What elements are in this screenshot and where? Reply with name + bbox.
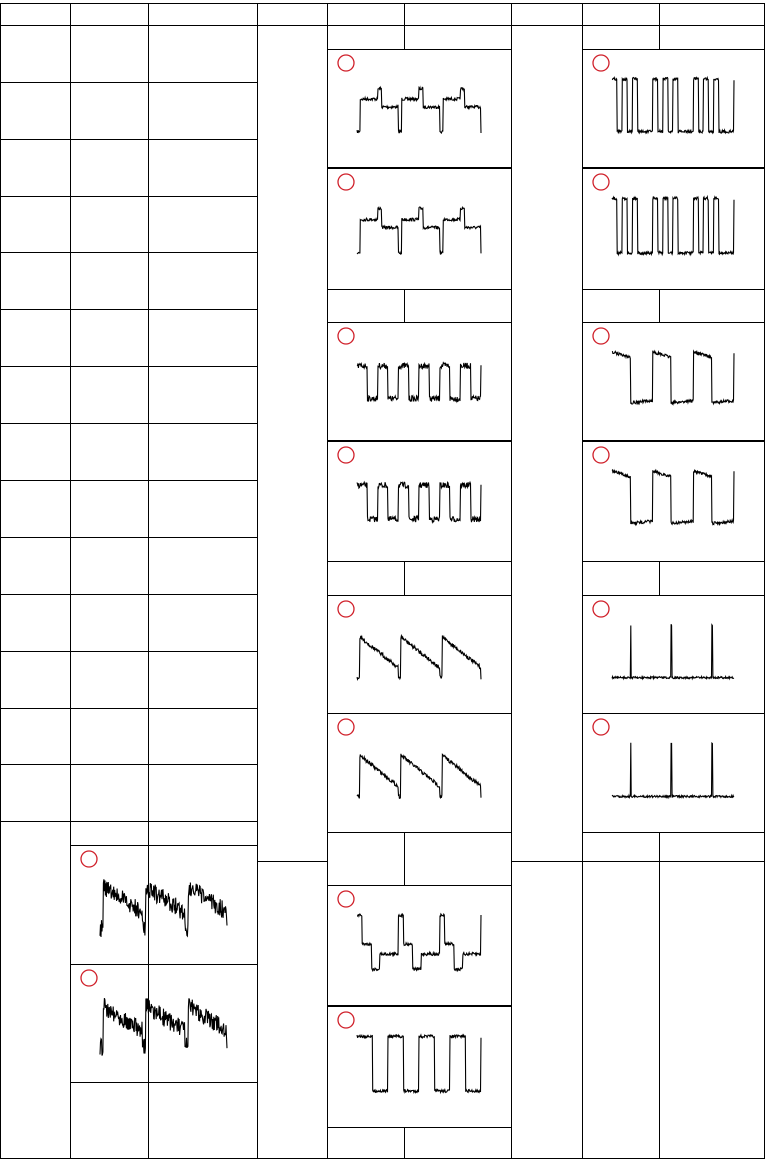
waveform-trace [100, 998, 227, 1056]
waveform-trace [357, 754, 481, 799]
waveform-trace [357, 363, 481, 402]
marker-circle-icon [593, 447, 609, 463]
panel-frame [71, 846, 258, 965]
waveform-trace [612, 77, 734, 133]
waveform-panel-w12 [583, 442, 765, 562]
waveform-panel-w13 [583, 596, 765, 714]
marker-circle-icon [338, 891, 354, 907]
waveform-trace [357, 1035, 481, 1093]
waveform-trace [612, 351, 734, 404]
marker-circle-icon [338, 719, 354, 735]
panel-frame [583, 442, 765, 562]
panel-frame [583, 596, 765, 714]
waveform-panel-w11 [583, 323, 765, 441]
waveform-panel-w9 [583, 50, 765, 168]
waveform-panel-w5 [328, 596, 512, 714]
waveform-trace [357, 207, 481, 255]
marker-circle-icon [338, 328, 354, 344]
panel-frame [328, 169, 512, 290]
waveform-panel-w1 [328, 50, 512, 168]
panel-frame [328, 442, 512, 562]
panel-frame [328, 50, 512, 168]
waveform-panel-w10 [583, 169, 765, 290]
waveform-trace [612, 197, 734, 255]
waveform-panels [71, 50, 765, 1128]
waveform-panel-w3 [328, 323, 512, 441]
marker-circle-icon [338, 447, 354, 463]
marker-circle-icon [338, 174, 354, 190]
waveform-trace [612, 743, 734, 798]
waveform-panel-w16 [71, 965, 258, 1083]
waveform-trace [612, 624, 734, 678]
table-frame [1, 4, 765, 1159]
waveform-trace [357, 87, 481, 133]
marker-circle-icon [338, 55, 354, 71]
marker-circle-icon [593, 328, 609, 344]
waveform-trace [612, 470, 734, 525]
waveform-trace [357, 636, 481, 680]
panel-frame [328, 596, 512, 714]
waveform-panel-w8 [328, 1007, 512, 1128]
waveform-trace [357, 914, 481, 971]
panel-frame [583, 323, 765, 441]
marker-circle-icon [81, 851, 97, 867]
panel-frame [328, 323, 512, 441]
marker-circle-icon [593, 719, 609, 735]
panel-frame [328, 1007, 512, 1128]
panel-frame [583, 50, 765, 168]
waveform-trace [100, 879, 227, 937]
panel-frame [328, 714, 512, 833]
panel-frame [583, 714, 765, 833]
marker-circle-icon [338, 601, 354, 617]
panel-frame [583, 169, 765, 290]
waveform-panel-w6 [328, 714, 512, 833]
marker-circle-icon [338, 1012, 354, 1028]
table-grid [1, 4, 765, 1159]
marker-circle-icon [81, 970, 97, 986]
waveform-panel-w4 [328, 442, 512, 562]
marker-circle-icon [593, 174, 609, 190]
waveform-panel-w14 [583, 714, 765, 833]
panel-frame [328, 886, 512, 1006]
marker-circle-icon [593, 55, 609, 71]
waveform-panel-w15 [71, 846, 258, 965]
waveform-panel-w2 [328, 169, 512, 290]
marker-circle-icon [593, 601, 609, 617]
waveform-panel-w7 [328, 886, 512, 1006]
waveform-trace [357, 482, 481, 522]
